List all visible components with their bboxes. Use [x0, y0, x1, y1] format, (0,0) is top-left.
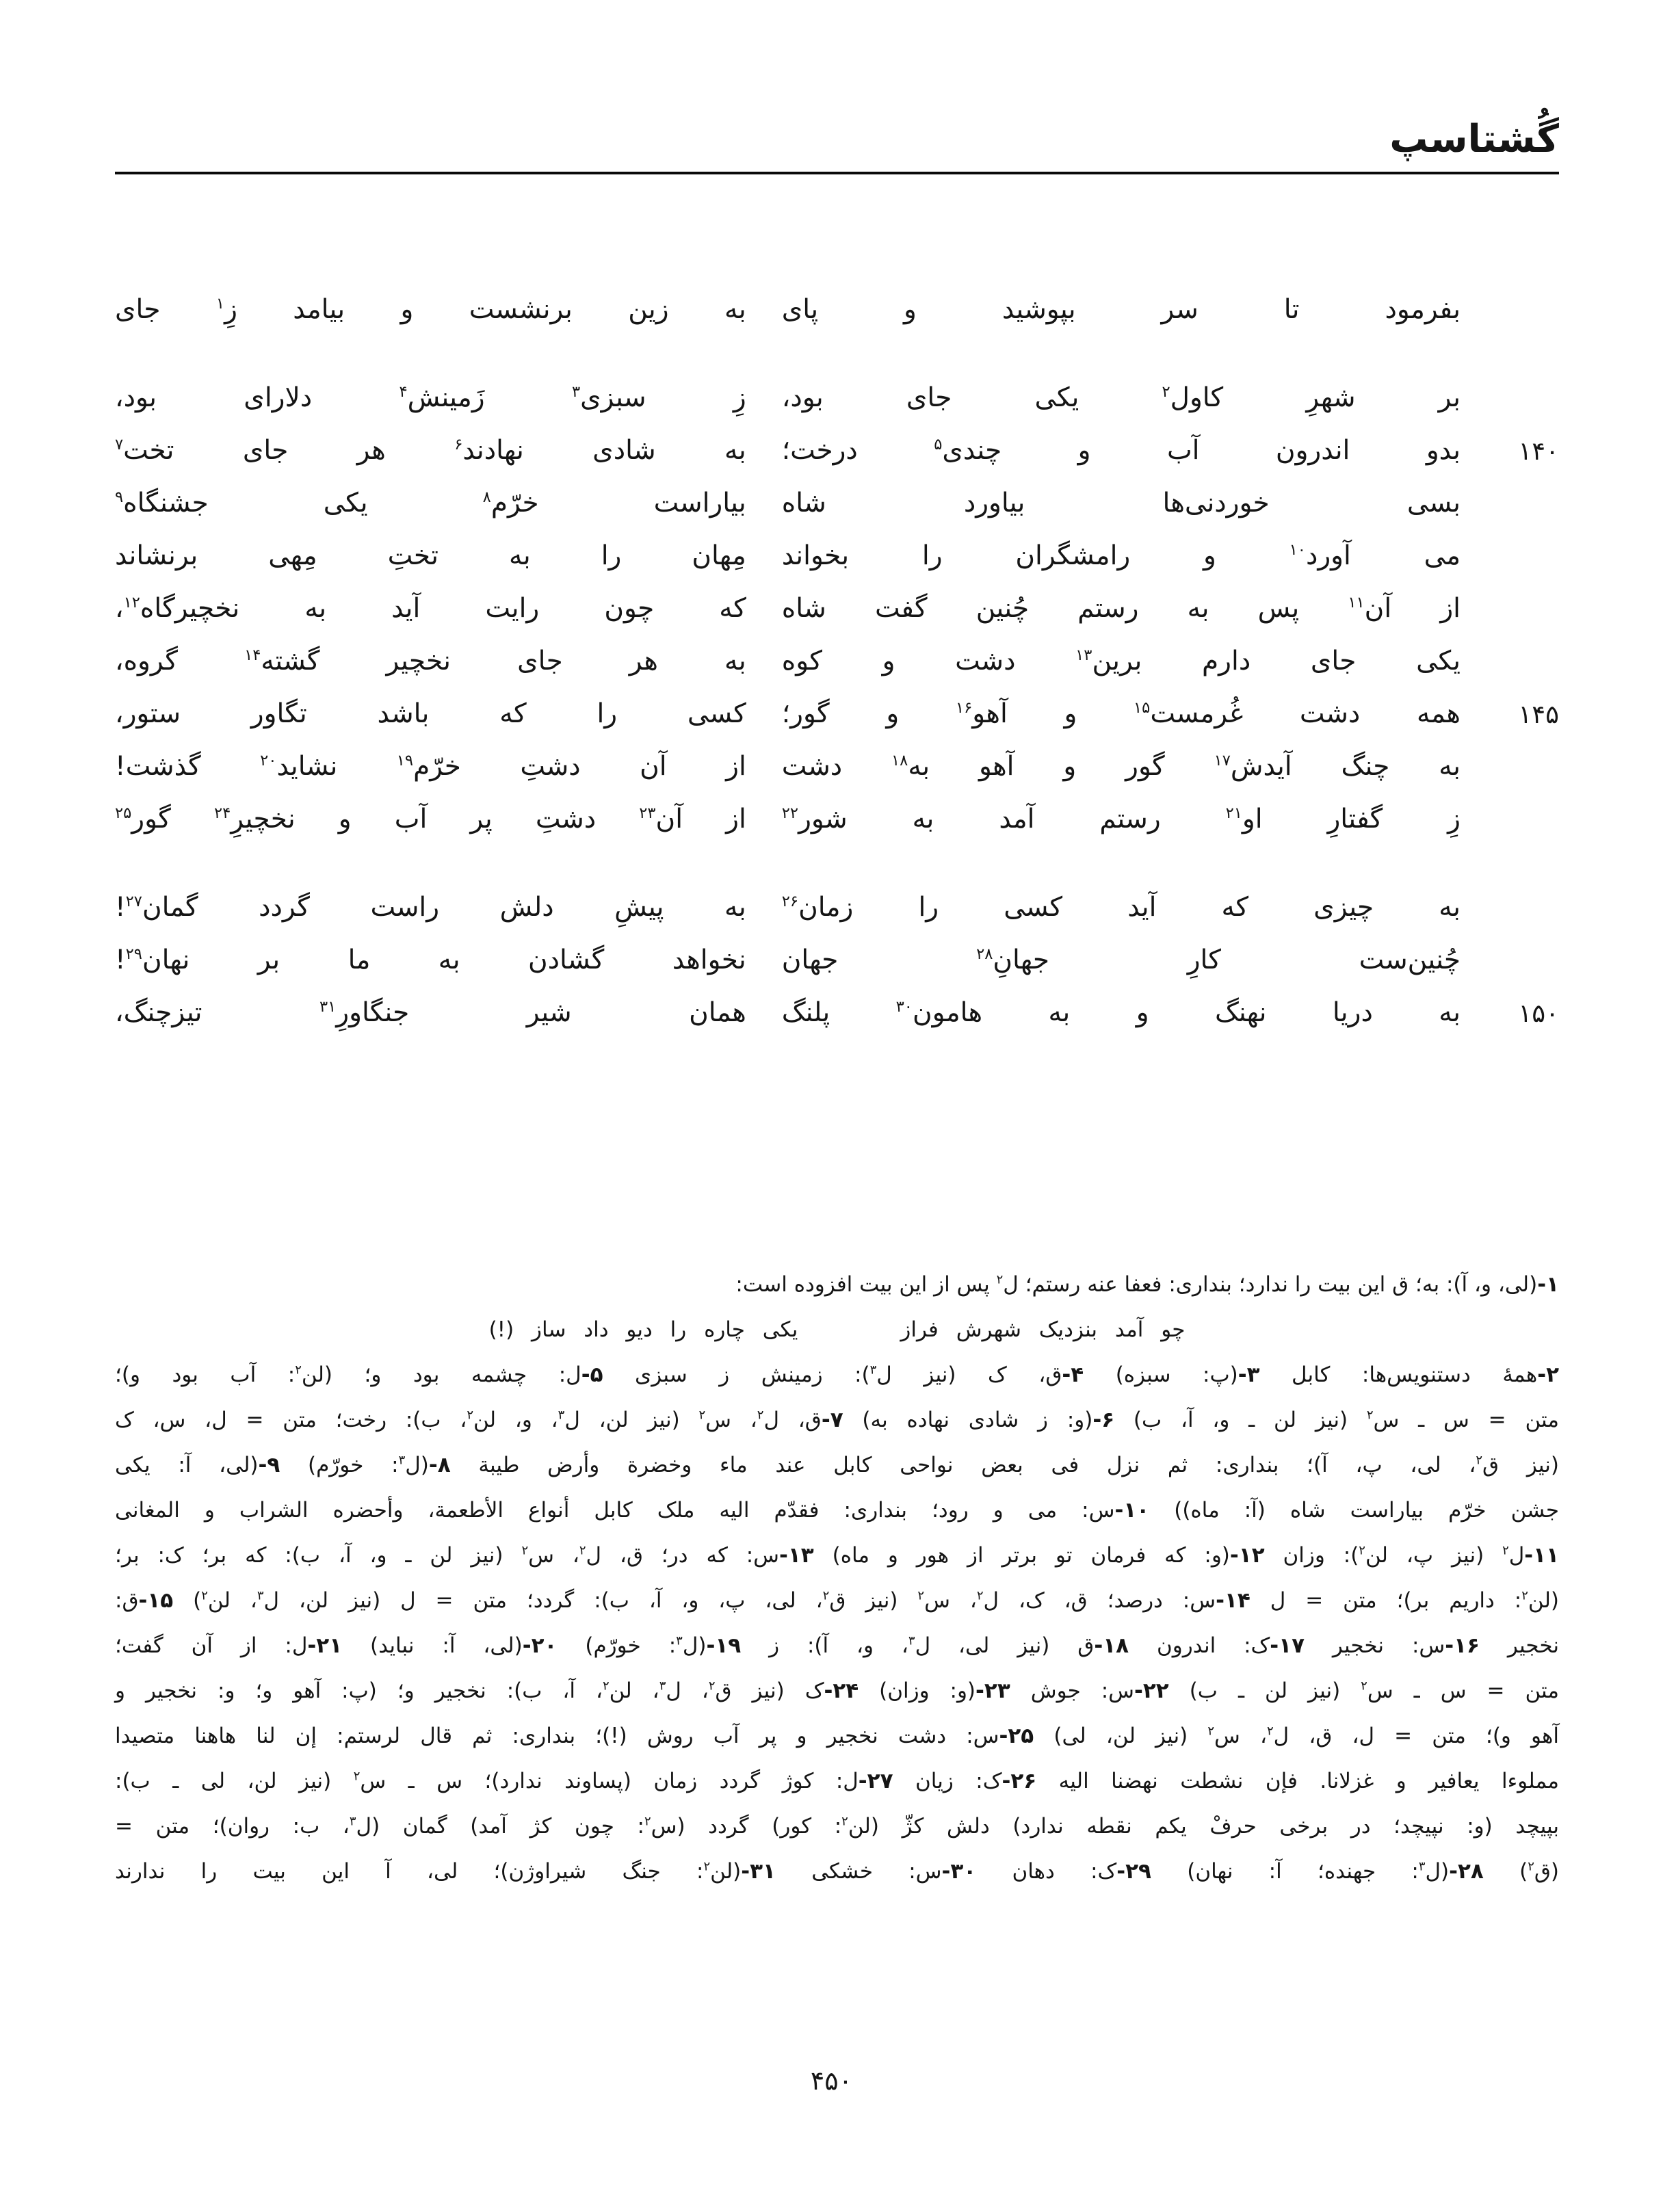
bold-apparatus-number: ۲۲-	[1134, 1678, 1169, 1703]
verse-row	[115, 284, 1559, 337]
verse-row	[115, 530, 1559, 583]
bold-apparatus-number: ۹-	[258, 1452, 280, 1477]
footnote-marker: ۲	[917, 1588, 925, 1603]
footnote-marker: ۶	[454, 435, 463, 453]
apparatus-inserted-verse	[115, 1307, 1559, 1352]
footnote-marker: ۲	[698, 1408, 706, 1423]
hemistich-second: به پیشِ دلش راست گردد گمان$^{۲۷}$!	[115, 891, 746, 923]
footnote-marker: ۲	[757, 1408, 764, 1423]
footnote-marker: ۳۱	[319, 997, 337, 1016]
footnote-marker: ۲	[1502, 1543, 1509, 1558]
bold-apparatus-number: ۱۷-	[1270, 1633, 1305, 1658]
footnote-marker: ۳۰	[895, 997, 913, 1016]
hemistich-first: می آورد$^{۱۰}$ و رامشگران را بخواند	[781, 540, 1461, 571]
footnote-marker: ۲۵	[115, 804, 132, 822]
verse-row	[115, 882, 1559, 934]
hemistich-second: به زین برنشست و بیامد زِ$^۱$ جای	[115, 293, 746, 325]
footnote-marker: ۷	[115, 435, 124, 453]
hemistich-second: همان شیر جنگاورِ$^{۳۱}$ تیزچنگ،	[115, 997, 746, 1028]
footnote-marker: ۲	[1361, 1678, 1367, 1694]
footnote-marker: ۲	[822, 1588, 830, 1603]
hemistich-second: به هر جای نخچیر گشته$^{۱۴}$ گروه،	[115, 645, 746, 676]
bold-apparatus-number: ۵-	[581, 1362, 603, 1387]
footnote-marker: ۲	[1521, 1588, 1528, 1603]
bold-apparatus-number: ۲۳-	[975, 1678, 1010, 1703]
apparatus-line: جشن خرّم بیاراست شاه (آ: ماه)) ۱۰-س: می و رود؛ بنداری: فقدّم الیه ملک کابل أنواع الأطعمة، وأحضره الشراب و المغانی	[115, 1497, 1559, 1523]
footnote-marker: ۲	[467, 1408, 474, 1423]
footnote-marker: ۲۰	[260, 751, 277, 769]
footnote-marker: ۲	[1359, 1543, 1365, 1558]
bold-apparatus-number: ۷-	[821, 1407, 843, 1432]
footnote-marker: ۲	[603, 1678, 610, 1694]
hemistich-second: از آن$^{۲۳}$ دشتِ پر آب و نخچیرِ$^{۲۴}$ گور$^{۲۵}$	[115, 803, 746, 834]
hemistich-first: زِ گفتارِ او$^{۲۱}$ رستم آمد به شور$^{۲۲}$	[781, 803, 1461, 834]
footnote-marker: ۲	[201, 1588, 208, 1603]
footnote-marker: ۲	[841, 1814, 848, 1829]
footnote-marker: ۲	[295, 1362, 302, 1378]
bold-apparatus-number: ۱-	[1537, 1272, 1559, 1297]
footnote-marker: ۱۳	[1075, 646, 1092, 664]
footnote-marker: ۲	[708, 1678, 716, 1694]
footnote-marker: ۳	[398, 1453, 406, 1468]
apparatus-line: ۲-همهٔ دستنویس‌ها: کابل ۳-(پ: سبزه) ۴-ق، ک (نیز ل$^۳$): زمینش ز سبزی ۵-ل: چشمه بود و؛ (لن$^۲$: آب بود و)؛	[115, 1362, 1559, 1387]
footnote-marker: ۱	[215, 294, 225, 313]
bold-apparatus-number: ۳-	[1238, 1362, 1260, 1387]
apparatus-line: نخجیر ۱۶-س: نخجیر ۱۷-ک: اندرون ۱۸-ق (نیز لی، ل$^۳$، و، آ): ز ۱۹-(ل$^۳$: خورّم) ۲۰-(لی، آ: نباید) ۲۱-ل: از آن گفت؛	[115, 1633, 1559, 1658]
footnote-marker: ۳	[869, 1362, 877, 1378]
footnote-marker: ۲	[1207, 1724, 1215, 1739]
hemistich-second: مِهان را به تختِ مِهی برنشاند	[115, 540, 746, 571]
apparatus-line: (لن$^۲$: داریم بر)؛ متن = ل ۱۴-س: درصد؛ ق، ک، ل$^۲$، س$^۲$ (نیز ق$^۲$، لی، پ، و، آ، ب): گردد؛ متن = ل (نیز لن، ل$^۳$، لن$^۲$) ۱۵-ق:	[115, 1588, 1560, 1613]
apparatus-verse-hemistich: یکی چاره را دیو داد ساز (!)	[488, 1317, 798, 1342]
footnote-marker: ۳	[908, 1633, 915, 1648]
bold-apparatus-number: ۲۵-	[999, 1723, 1034, 1748]
hemistich-second: زِ سبزی$^۳$ زَمینش$^۴$ دلارای بود،	[115, 382, 746, 413]
apparatus-line: (نیز ق$^۲$، لی، پ، آ)؛ بنداری: ثم نزل فی بعض نواحی کابل عند ماء وخضرة وأرض طیبة ۸-(ل$^۳$: خورّم) ۹-(لی، آ: یکی	[115, 1452, 1560, 1477]
bold-apparatus-number: ۲۴-	[824, 1678, 859, 1703]
footnote-marker: ۹	[115, 488, 124, 506]
hemistich-first: چُنین‌ست کارِ جهانِ$^{۲۸}$ جهان	[781, 944, 1461, 975]
footnote-marker: ۱۸	[891, 751, 908, 769]
footnote-marker: ۳	[558, 1408, 565, 1423]
poem-columns	[115, 284, 1559, 1040]
verse-row	[115, 741, 1559, 793]
footnote-marker: ۸	[482, 488, 491, 506]
apparatus-line: ۱۱-ل$^۲$ (نیز پ، لن$^۲$): وزان ۱۲-(و: که فرمان تو برتر از هور و ماه) ۱۳-س: که در؛ ق، ل$^۲$، س$^۲$ (نیز لن ـ و، آ، ب): که بر؛ ک: بر؛	[115, 1542, 1559, 1568]
verse-row	[115, 583, 1559, 635]
hemistich-second: کسی را که باشد تگاور ستور،	[115, 698, 746, 729]
footnote-marker: ۲۴	[213, 804, 231, 822]
footnote-marker: ۲۲	[781, 804, 799, 822]
apparatus-line: آهو و)؛ متن = ل، ق، ل$^۲$، س$^۲$ (نیز لن، لی) ۲۵-س: دشت نخجیر و پر آب روش (!)؛ بنداری: ثم قال لرستم: إن لنا هاهنا متصیدا	[115, 1723, 1559, 1748]
hemistich-second: از آن دشتِ خرّم$^{۱۹}$ نشاید$^{۲۰}$ گذشت!	[115, 750, 746, 782]
verse-row	[115, 425, 1559, 477]
header-rule	[115, 172, 1559, 174]
footnote-marker: ۱۰	[1289, 540, 1306, 559]
footnote-marker: ۳	[1418, 1859, 1426, 1874]
apparatus-line: مملوءا یعافیر و غزلانا. فإن نشطت نهضنا الیه ۲۶-ک: زیان ۲۷-ل: کوژ گردد زمان (پساوند ندارد)؛ س ـ س$^۲$ (نیز لن، لی ـ ب):	[115, 1768, 1559, 1793]
verse-row	[115, 934, 1559, 987]
footnote-marker: ۳	[257, 1588, 264, 1603]
verse-row	[115, 372, 1559, 425]
verse-row	[115, 793, 1559, 846]
hemistich-first: بر شهرِ کاول$^۲$ یکی جای بود،	[781, 382, 1461, 413]
verse-row	[115, 635, 1559, 688]
bold-apparatus-number: ۱۵-	[138, 1588, 174, 1613]
bold-apparatus-number: ۳۰-	[941, 1858, 977, 1884]
footnote-marker: ۱۵	[1134, 698, 1151, 717]
footnote-marker: ۲۹	[125, 945, 142, 963]
bold-apparatus-number: ۱۶-	[1445, 1633, 1480, 1658]
hemistich-first: به چیزی که آید کسی را زمان$^{۲۶}$	[781, 891, 1461, 923]
page-number: ۴۵۰	[810, 2066, 853, 2096]
footnote-marker: ۲	[1267, 1724, 1274, 1739]
footnote-marker: ۲	[703, 1859, 711, 1874]
footnote-marker: ۳	[659, 1678, 666, 1694]
footnote-marker: ۱۱	[1348, 593, 1365, 611]
bold-apparatus-number: ۱۱-	[1524, 1542, 1559, 1568]
footnote-marker: ۱۹	[396, 751, 414, 769]
footnote-marker: ۲	[996, 1272, 1004, 1287]
footnote-marker: ۳	[349, 1814, 356, 1829]
hemistich-first: بسی خوردنی‌ها بیاورد شاه	[781, 487, 1461, 518]
hemistich-first: بفرمود تا سر بپوشید و پای	[781, 293, 1461, 325]
bold-apparatus-number: ۲۹-	[1116, 1858, 1151, 1884]
bold-apparatus-number: ۱۰-	[1114, 1497, 1150, 1523]
verse-row	[115, 987, 1559, 1040]
critical-apparatus	[115, 1262, 1559, 1894]
bold-apparatus-number: ۸-	[428, 1452, 451, 1477]
footnote-marker: ۱۴	[244, 646, 261, 664]
bold-apparatus-number: ۱۴-	[1216, 1588, 1250, 1613]
footnote-marker: ۲	[1162, 382, 1170, 401]
hemistich-first: بدو اندرون آب و چندی$^۵$ درخت؛	[781, 434, 1461, 466]
footnote-marker: ۳	[676, 1633, 683, 1648]
bold-apparatus-number: ۱۸-	[1094, 1633, 1129, 1658]
footnote-marker: ۲	[976, 1588, 984, 1603]
footnote-marker: ۲۶	[781, 892, 799, 910]
footnote-marker: ۱۶	[955, 698, 973, 717]
bold-apparatus-number: ۱۳-	[779, 1542, 814, 1568]
verse-row	[115, 688, 1559, 741]
footnote-marker: ۲۷	[125, 892, 142, 910]
hemistich-first: به چنگ آیدش$^{۱۷}$ گور و آهو به$^{۱۸}$ دشت	[781, 750, 1461, 782]
bold-apparatus-number: ۲۷-	[858, 1768, 893, 1793]
verse-number: ۱۴۰	[1518, 436, 1559, 466]
apparatus-verse-hemistich: چو آمد بنزدیک شهرش فراز	[900, 1317, 1186, 1342]
footnote-marker: ۲	[1476, 1453, 1483, 1468]
hemistich-first: به دریا نهنگ و به هامون$^{۳۰}$ پلنگ	[781, 997, 1461, 1028]
bold-apparatus-number: ۳۱-	[741, 1858, 776, 1884]
footnote-marker: ۲	[1366, 1408, 1374, 1423]
bold-apparatus-number: ۱۹-	[706, 1633, 742, 1658]
bold-apparatus-number: ۲-	[1537, 1362, 1559, 1387]
bold-apparatus-number: ۲۱-	[307, 1633, 343, 1658]
apparatus-line: ۱-(لی، و، آ): به؛ ق این بیت را ندارد؛ بنداری: فعفا عنه رستم؛ ل$^۲$ پس از این بیت افزوده است:	[735, 1272, 1559, 1297]
hemistich-first: از آن$^{۱۱}$ پس به رستم چُنین گفت شاه	[781, 592, 1461, 624]
footnote-marker: ۴	[399, 382, 408, 401]
footnote-marker: ۲	[353, 1769, 361, 1784]
hemistich-first: همه دشت غُرمست$^{۱۵}$ و آهو$^{۱۶}$ و گور؛	[781, 698, 1461, 729]
footnote-marker: ۲	[521, 1543, 529, 1558]
apparatus-line: بپیچد (و: نپیچد؛ در برخی حرفْ یکم نقطه ندارد) دلش کژّ (لن$^۲$: کور) گردد (س$^۲$: چون کژ آمد) گمان (ل$^۳$، ب: روان)؛ متن =	[115, 1813, 1559, 1839]
bold-apparatus-number: ۲۸-	[1449, 1858, 1484, 1884]
bold-apparatus-number: ۴-	[1062, 1362, 1084, 1387]
footnote-marker: ۵	[934, 435, 943, 453]
hemistich-second: نخواهد گشادن به ما بر نهان$^{۲۹}$!	[115, 944, 746, 975]
footnote-marker: ۲	[1528, 1859, 1534, 1874]
bold-apparatus-number: ۱۲-	[1229, 1542, 1265, 1568]
apparatus-line: متن = س ـ س$^۲$ (نیز لن ـ ب) ۲۲-س: جوش ۲۳-(و: وزان) ۲۴-ک (نیز ق$^۲$، ل$^۳$، لن$^۲$، آ، ب): نخجیر و؛ (پ: آهو و؛ و: نخجیر و	[115, 1678, 1560, 1703]
footnote-marker: ۲۱	[1225, 804, 1242, 822]
bold-apparatus-number: ۶-	[1092, 1407, 1115, 1432]
apparatus-line: متن = س ـ س$^۲$ (نیز لن ـ و، آ، ب) ۶-(و: ز شادی نهاده به) ۷-ق، ل$^۲$، س$^۲$ (نیز لن، ل$^۳$، و، لن$^۲$، ب): رخت؛ متن = ل، س، ک	[115, 1407, 1560, 1432]
hemistich-first: یکی جای دارم برین$^{۱۳}$ دشت و کوه	[781, 645, 1461, 676]
footnote-marker: ۲۳	[639, 804, 656, 822]
footnote-marker: ۲	[579, 1543, 586, 1558]
apparatus-line: (ق$^۲$) ۲۸-(ل$^۳$: جهنده؛ آ: نهان) ۲۹-ک: دهان ۳۰-س: خشکی ۳۱-(لن$^۲$: جنگ شیراوژن)؛ لی، آ این بیت را ندارند	[115, 1858, 1559, 1884]
footnote-marker: ۲	[644, 1814, 651, 1829]
hemistich-second: که چون رایت آید به نخچیرگاه$^{۱۲}$،	[115, 592, 746, 624]
verse-number: ۱۵۰	[1518, 998, 1559, 1028]
verse-row	[115, 477, 1559, 530]
footnote-marker: ۱۷	[1214, 751, 1231, 769]
verse-number: ۱۴۵	[1518, 699, 1559, 729]
page-header	[0, 0, 1663, 174]
running-title: گُشتاسپ	[1389, 117, 1559, 161]
hemistich-second: بیاراست خرّم$^۸$ یکی جشنگاه$^۹$	[115, 487, 746, 518]
bold-apparatus-number: ۲۶-	[1001, 1768, 1037, 1793]
footnote-marker: ۲۸	[976, 945, 993, 963]
hemistich-second: به شادی نهادند$^۶$ هر جای تخت$^۷$	[115, 434, 746, 466]
footnote-marker: ۱۲	[123, 593, 140, 611]
footnote-marker: ۳	[571, 382, 581, 401]
bold-apparatus-number: ۲۰-	[522, 1633, 558, 1658]
